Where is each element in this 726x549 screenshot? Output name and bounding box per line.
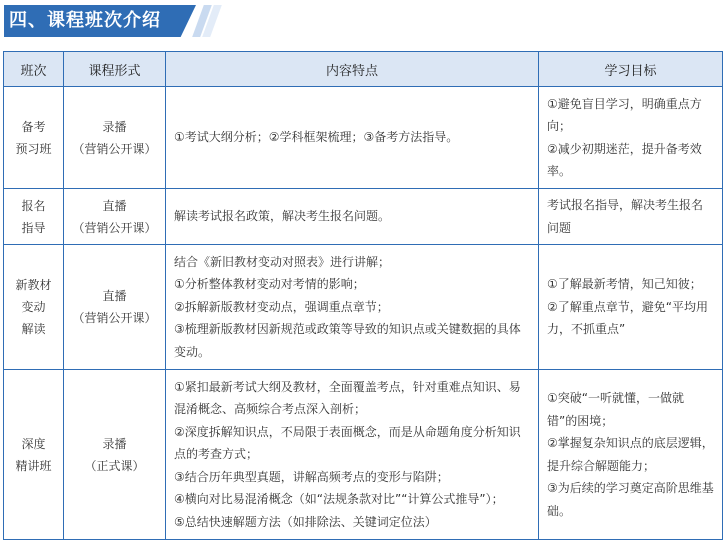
cell-goal: ①避免盲目学习，明确重点方向； ②减少初期迷茫，提升备考效率。 bbox=[539, 87, 723, 189]
header-cell-format: 课程形式 bbox=[64, 52, 166, 87]
cell-format: 录播 （正式课） bbox=[64, 370, 166, 540]
cell-class-name: 深度 精讲班 bbox=[4, 370, 64, 540]
cell-content: 结合《新旧教材变动对照表》进行讲解； ①分析整体教材变动对考情的影响； ②拆解新版教材变动点，强调重点章节； ③梳理新版教材因新规范或政策等导致的知识点或关键数据的具体变动。 bbox=[166, 245, 539, 370]
cell-class-name: 备考 预习班 bbox=[4, 87, 64, 189]
table-row bbox=[4, 87, 723, 189]
table-row bbox=[4, 189, 723, 245]
header-cell-class: 班次 bbox=[4, 52, 64, 87]
cell-format: 直播 （营销公开课） bbox=[64, 245, 166, 370]
course-table bbox=[3, 51, 723, 540]
cell-class-name: 新教材 变动 解读 bbox=[4, 245, 64, 370]
cell-format: 录播 （营销公开课） bbox=[64, 87, 166, 189]
table-header-row bbox=[4, 52, 723, 87]
header-cell-goal: 学习目标 bbox=[539, 52, 723, 87]
cell-goal: 考试报名指导，解决考生报名问题 bbox=[539, 189, 723, 245]
cell-goal: ①了解最新考情，知己知彼； ②了解重点章节，避免“平均用力，不抓重点” bbox=[539, 245, 723, 370]
table-row bbox=[4, 245, 723, 370]
table-row bbox=[4, 370, 723, 540]
cell-goal: ①突破“一听就懂，一做就错”的困境； ②掌握复杂知识点的底层逻辑，提升综合解题能力； ③为后续的学习奠定高阶思维基础。 bbox=[539, 370, 723, 540]
cell-content: ①考试大纲分析；②学科框架梳理；③备考方法指导。 bbox=[166, 87, 539, 189]
cell-content: ①紧扣最新考试大纲及教材，全面覆盖考点，针对重难点知识、易混淆概念、高频综合考点深入剖析； ②深度拆解知识点，不局限于表面概念，而是从命题角度分析知识点的考查方式； ③结合历年典型真题，讲解高频考点的变形与陷阱； ④横向对比易混淆概念（如“法规条款对比”“计算公式推导”）； ⑤总结快速解题方法（如排除法、关键词定位法） bbox=[166, 370, 539, 540]
cell-content: 解读考试报名政策，解决考生报名问题。 bbox=[166, 189, 539, 245]
cell-class-name: 报名 指导 bbox=[4, 189, 64, 245]
section-title: 四、课程班次介绍 bbox=[9, 10, 161, 31]
section-header bbox=[0, 0, 726, 40]
header-cell-content: 内容特点 bbox=[166, 52, 539, 87]
cell-format: 直播 （营销公开课） bbox=[64, 189, 166, 245]
